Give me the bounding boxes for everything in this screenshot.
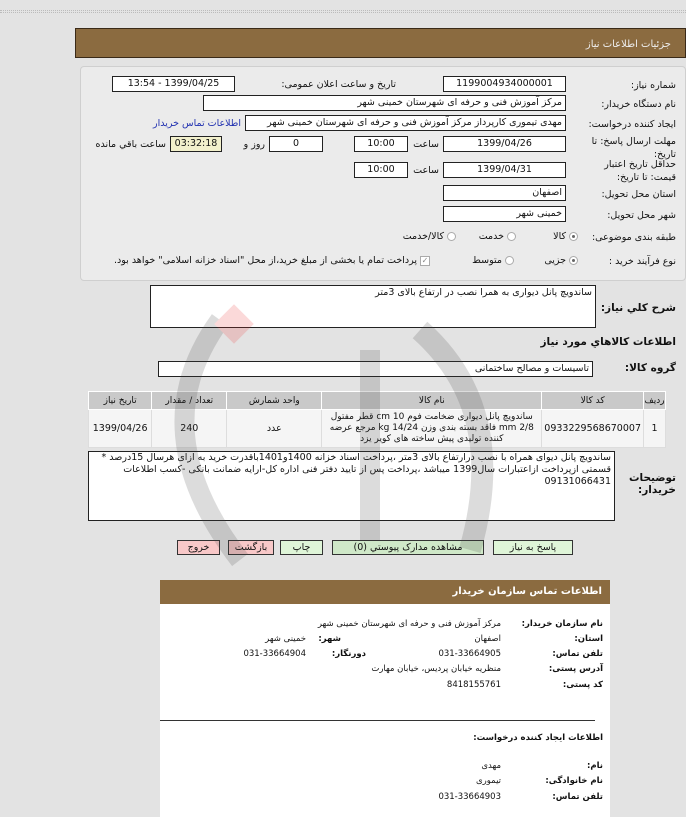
deadline-time-field[interactable]: 10:00 <box>354 136 408 152</box>
validity-time-label: ساعت <box>413 165 439 176</box>
goods-table <box>88 391 666 448</box>
contact-province-value: اصفهان <box>474 634 501 644</box>
treasury-payment-checkbox[interactable] <box>114 255 430 266</box>
col-name: نام کالا <box>322 392 542 410</box>
fax-label: دورنگار: <box>331 649 366 659</box>
org-label: نام سازمان خریدار: <box>521 619 603 629</box>
col-date: تاریخ نیاز <box>89 392 152 410</box>
creator-label: ایجاد کننده درخواست: <box>588 119 676 130</box>
cell-qty: 240 <box>152 410 227 448</box>
deadline-label: مهلت ارسال پاسخ: تا تاریخ: <box>591 136 676 160</box>
radio-icon <box>569 232 578 241</box>
name-value: مهدی <box>481 761 501 771</box>
name-label: نام: <box>586 761 603 771</box>
page-header: جزئیات اطلاعات نیاز <box>75 28 686 58</box>
radio-label: خدمت <box>478 231 504 242</box>
days-label: روز و <box>243 139 265 150</box>
radio-icon <box>569 256 578 265</box>
category-radio-goods[interactable] <box>553 231 578 242</box>
category-radio-service[interactable] <box>479 231 516 242</box>
remaining-timer: 03:32:18 <box>170 136 222 152</box>
creator-field[interactable]: مهدی تیموری کارپرداز مرکز آموزش فنی و حرفه ای شهرستان خمینی شهر <box>245 115 566 131</box>
phone-label: تلفن تماس: <box>552 649 603 659</box>
contact-header: اطلاعات تماس سازمان خریدار <box>160 580 610 604</box>
cell-date: 1399/04/26 <box>89 410 152 448</box>
need-number-field[interactable]: 1199004934000001 <box>443 76 566 92</box>
phone-value: 031-33664905 <box>438 649 501 659</box>
process-radio-minor[interactable] <box>544 255 578 266</box>
process-radio-medium[interactable] <box>472 255 514 266</box>
city-label: شهر محل تحویل: <box>607 210 676 221</box>
col-code: کد کالا <box>542 392 644 410</box>
family-value: تیموری <box>476 776 501 786</box>
payment-note: پرداخت تمام یا بخشی از مبلغ خرید،از محل "اسناد خزانه اسلامی" خواهد بود. <box>114 255 417 266</box>
category-label: طبقه بندی موضوعی: <box>591 232 676 243</box>
creator-info-title: اطلاعات ایجاد کننده درخواست: <box>473 733 603 743</box>
group-label: گروه کالا: <box>624 362 676 374</box>
days-field: 0 <box>269 136 323 152</box>
col-unit: واحد شمارش <box>227 392 322 410</box>
group-field[interactable]: تاسیسات و مصالح ساختمانی <box>158 361 593 377</box>
goods-title: اطلاعات کالاهاي مورد نياز <box>540 336 676 348</box>
cell-unit: عدد <box>227 410 322 448</box>
radio-label: کالا <box>553 231 566 242</box>
deadline-time-label: ساعت <box>413 139 439 150</box>
notes-textarea[interactable]: ساندویچ پانل دیوای همراه با نصب درارتفاع بالای 3متر ،پرداخت اسناد خزانه 1400و1401باقدرت خرید به ازای هرسال 15درصد * قسمتی ازپرداخت ازاعتبارات سال1399 میباشد ،پرداخت پس از تایید دفتر فنی اداره کل-ارایه ضمانت بانکی -کسب اطلاعات 09131066431 <box>88 451 615 521</box>
contact-divider <box>160 720 595 721</box>
family-label: نام خانوادگی: <box>545 776 603 786</box>
checkbox-icon: ✓ <box>421 255 429 265</box>
table-header-row <box>89 392 666 410</box>
category-radio-both[interactable] <box>403 231 456 242</box>
validity-date-field[interactable]: 1399/04/31 <box>443 162 566 178</box>
summary-textarea[interactable]: ساندویچ پانل دیواری به همرا نصب در ارتفاع بالای 3متر <box>150 285 596 328</box>
contact-city-value: خمینی شهر <box>265 634 306 644</box>
back-button[interactable]: بازگشت <box>228 540 274 555</box>
right-margin <box>610 575 686 817</box>
cell-row: 1 <box>644 410 666 448</box>
postal-label: کد پستی: <box>562 680 603 690</box>
col-qty: تعداد / مقدار <box>152 392 227 410</box>
province-label: استان محل تحویل: <box>601 189 676 200</box>
print-button[interactable]: چاپ <box>280 540 323 555</box>
postal-value: 8418155761 <box>446 680 501 690</box>
validity-time-field[interactable]: 10:00 <box>354 162 408 178</box>
province-field[interactable]: اصفهان <box>443 185 566 201</box>
cell-name: ساندویچ پانل دیواری ضخامت فوم cm 10 قطر مفتول 2/8 mm فاقد بسته بندی وزن kg 14/24 مرجع عرضه کننده تولیدی پیش ساخته های کویر یزد <box>322 410 542 448</box>
org-value: مرکز آموزش فنی و حرفه ای شهرستان خمینی شهر <box>317 619 501 629</box>
deadline-date-field[interactable]: 1399/04/26 <box>443 136 566 152</box>
address-label: آدرس پستی: <box>548 664 603 674</box>
radio-icon <box>507 232 516 241</box>
radio-label: کالا/خدمت <box>402 231 444 242</box>
creator-phone-value: 031-33664903 <box>438 792 501 802</box>
remaining-label: ساعت باقي مانده <box>95 139 166 150</box>
process-label: نوع فرآیند خرید : <box>608 256 676 267</box>
buyer-field[interactable]: مرکز آموزش فنی و حرفه ای شهرستان خمینی شهر <box>203 95 566 111</box>
exit-button[interactable]: خروج <box>177 540 220 555</box>
notes-label: توضیحات خریدار: <box>628 472 676 496</box>
col-row: رديف <box>644 392 666 410</box>
radio-label: متوسط <box>472 255 502 266</box>
radio-label: جزیی <box>544 255 566 266</box>
radio-icon <box>447 232 456 241</box>
address-value: منظریه خیابان پردیس، خیابان مهارت <box>371 664 501 674</box>
contact-city-label: شهر: <box>318 634 341 644</box>
buyer-label: نام دستگاه خریدار: <box>601 99 676 110</box>
announce-field[interactable]: 1399/04/25 - 13:54 <box>112 76 235 92</box>
announce-label: تاریخ و ساعت اعلان عمومی: <box>281 79 396 90</box>
validity-label: حداقل تاریخ اعتبار قیمت: تا تاریخ: <box>604 159 676 183</box>
reply-button[interactable]: پاسخ به نياز <box>493 540 573 555</box>
radio-icon <box>505 256 514 265</box>
cell-code: 0933229568670007 <box>542 410 644 448</box>
fax-value: 031-33664904 <box>243 649 306 659</box>
buyer-contact-link[interactable]: اطلاعات تماس خریدار <box>152 118 241 129</box>
summary-label: شرح کلي نياز: <box>600 302 676 314</box>
table-row <box>89 410 666 448</box>
city-field[interactable]: خمینی شهر <box>443 206 566 222</box>
attachments-button[interactable]: مشاهده مدارک پيوستي (0) <box>332 540 484 555</box>
top-divider <box>0 10 686 13</box>
contact-province-label: استان: <box>574 634 603 644</box>
creator-phone-label: تلفن تماس: <box>552 792 603 802</box>
need-number-label: شماره نیاز: <box>630 80 676 91</box>
contact-panel <box>160 580 610 817</box>
